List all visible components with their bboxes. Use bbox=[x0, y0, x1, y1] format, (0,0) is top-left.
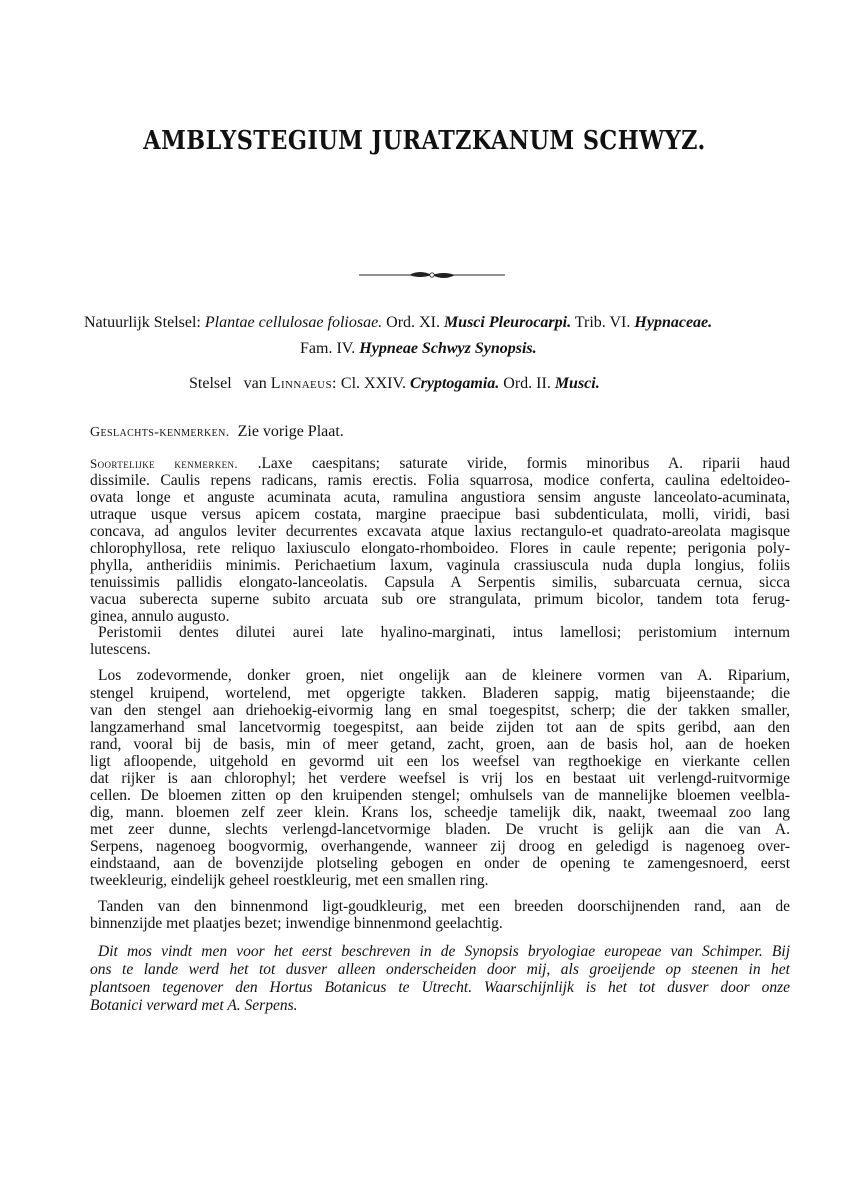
classification-line-1 bbox=[84, 314, 712, 332]
family-label: Fam. bbox=[300, 340, 333, 357]
species-line: utraque usque versus apicem costata, margine praecipue basi subdenticulata, molli, viridi, basi bbox=[90, 506, 790, 523]
species-label: Soortelijke kenmerken. bbox=[90, 456, 239, 471]
peristome-line: lutescens. bbox=[90, 641, 151, 658]
dutch-line: Serpens, nagenoeg boogvormig, overhangende, wanneer zij droog en geledigd is nagenoeg over- bbox=[90, 838, 790, 855]
note-line: ons te lande werd het tot dusver alleen onderscheiden door mij, als groeijende op steenen in het bbox=[90, 961, 790, 978]
dutch-line: dig, mann. bloemen zelf zeer klein. Krans los, scheedje tamelijk dik, naakt, tweemaal zoo lang bbox=[90, 804, 790, 821]
note-line: Dit mos vindt men voor het eerst beschreven in de Synopsis bryologiae europeae van Schimper. Bij bbox=[98, 943, 790, 960]
tribe-number: VI. bbox=[609, 314, 631, 331]
tribe-label: Trib. bbox=[574, 314, 606, 331]
class-name: Plantae cellulosae foliosae. bbox=[204, 314, 383, 331]
classification-line-2 bbox=[300, 340, 537, 358]
dutch-line: eindstaand, aan de bovenzijde plotseling gebogen en onder de opening te zamengesnoerd, eerst bbox=[90, 855, 790, 872]
species-line: ovata longe et anguste acuminata acuta, ramulina angustiora sensim anguste lanceolato-acuminata, bbox=[90, 489, 790, 506]
family-name: Hypneae Schwyz Synopsis. bbox=[359, 340, 537, 357]
species-line: phylla, antheridiis minimis. Perichaetium laxum, vaginula crassiuscula nuda dupla longius, foliis bbox=[90, 557, 790, 574]
family-number: IV. bbox=[336, 340, 356, 357]
species-line: chlorophyllosa, rete reliquo laxiusculo elongato-rhomboideo. Flores in caule repente; perigonia poly- bbox=[90, 540, 790, 557]
order-label: Ord. bbox=[386, 314, 416, 331]
genus-text: Zie vorige Plaat. bbox=[237, 423, 344, 440]
species-line: dissimile. Caulis repens radicans, ramis erectis. Folia squarrosa, modice conferta, caulina edeltoideo- bbox=[90, 472, 790, 489]
species-line: tenuissimis pallidis elongato-lanceolatis. Capsula A Serpentis similis, subarcuata cernua, sicca bbox=[90, 574, 790, 591]
genus-label: Geslachts-kenmerken. bbox=[90, 425, 230, 440]
note-line: plantsoen tegenover den Hortus Botanicus te Utrecht. Waarschijnlijk is het tot dusver door onze bbox=[90, 979, 790, 996]
dutch-line: Los zodevormende, donker groen, niet ongelijk aan de kleinere vormen van A. Riparium, bbox=[98, 667, 790, 684]
species-line: ginea, annulo augusto. bbox=[90, 608, 230, 625]
teeth-line: Tanden van den binnenmond ligt-goudkleurig, met een breeden doorschijnenden rand, aan de bbox=[98, 898, 790, 915]
genus-characters bbox=[90, 423, 344, 442]
order-name: Musci Pleurocarpi. bbox=[443, 314, 572, 331]
linnaeus-order: Ord. II. bbox=[503, 375, 551, 392]
dutch-line: langzamerhand smal lancetvormig toegespitst, aan beide zijden tot aan de spits geribd, aan den bbox=[90, 719, 790, 736]
species-line: concava, ad angulos leviter decurrentes excavata atque laxius rectangulo-et quadrato-areolata magisque bbox=[90, 523, 790, 540]
species-line: vacua suberecta superne subito arcuata sub ore strangulata, primum bicolor, tandem tota ferug- bbox=[90, 591, 790, 608]
linnaeus-class: Cl. XXIV. bbox=[340, 375, 406, 392]
linnaeus-class-name: Cryptogamia. bbox=[409, 375, 500, 392]
order-number: XI. bbox=[419, 314, 440, 331]
dutch-line: ligt afloopende, uitgehold en gevormd uit een los weefsel van regthoekige en vierkante cellen bbox=[90, 753, 790, 770]
dutch-line: cellen. De bloemen zitten op den kruipenden stengel; omhulsels van de mannelijke bloemen veelbla- bbox=[90, 787, 790, 804]
linnaeus-name: Linnaeus: bbox=[270, 375, 337, 392]
dutch-line: met zeer dunne, slechts verlengd-lancetvormige bladen. De vrucht is gelijk aan die van A. bbox=[90, 821, 790, 838]
linnaeus-system-label: Stelsel bbox=[189, 375, 232, 392]
species-line bbox=[90, 455, 790, 472]
ornament-divider bbox=[357, 268, 507, 282]
classification-line-3 bbox=[189, 375, 600, 393]
dutch-line: dat rijker is aan chlorophyl; het verdere weefsel is vrij los en bestaat uit verlengd-ruitvormige bbox=[90, 770, 790, 787]
tribe-name: Hypnaceae. bbox=[634, 314, 713, 331]
dutch-line: rand, vooral bij de basis, min of meer getand, zacht, groen, aan de basis hol, aan de hoeken bbox=[90, 736, 790, 753]
peristome-line: Peristomii dentes dilutei aurei late hyalino-marginati, intus lamellosi; peristomium internum bbox=[98, 624, 790, 641]
teeth-line: binnenzijde met plaatjes bezet; inwendige binnenmond geelachtig. bbox=[90, 915, 503, 932]
linnaeus-order-name: Musci. bbox=[554, 375, 600, 392]
note-line: Botanici verward met A. Serpens. bbox=[90, 997, 298, 1014]
dutch-line: van den stengel aan driehoekig-eivormig lang en smal toegespitst, scherp; die der takken smaller, bbox=[90, 702, 790, 719]
van-label: van bbox=[243, 375, 267, 392]
dutch-line: tweekleurig, eindelijk geheel roestkleurig, met een smallen ring. bbox=[90, 872, 489, 889]
natural-system-label: Natuurlijk Stelsel: bbox=[84, 314, 201, 331]
species-line-text: .Laxe caespitans; saturate viride, formis minoribus A. riparii haud bbox=[257, 455, 791, 472]
dutch-line: stengel kruipend, wortelend, met opgerigte takken. Bladeren sappig, matig bijeenstaande; die bbox=[90, 685, 790, 702]
page-title: AMBLYSTEGIUM JURATZKANUM SCHWYZ. bbox=[143, 126, 706, 156]
